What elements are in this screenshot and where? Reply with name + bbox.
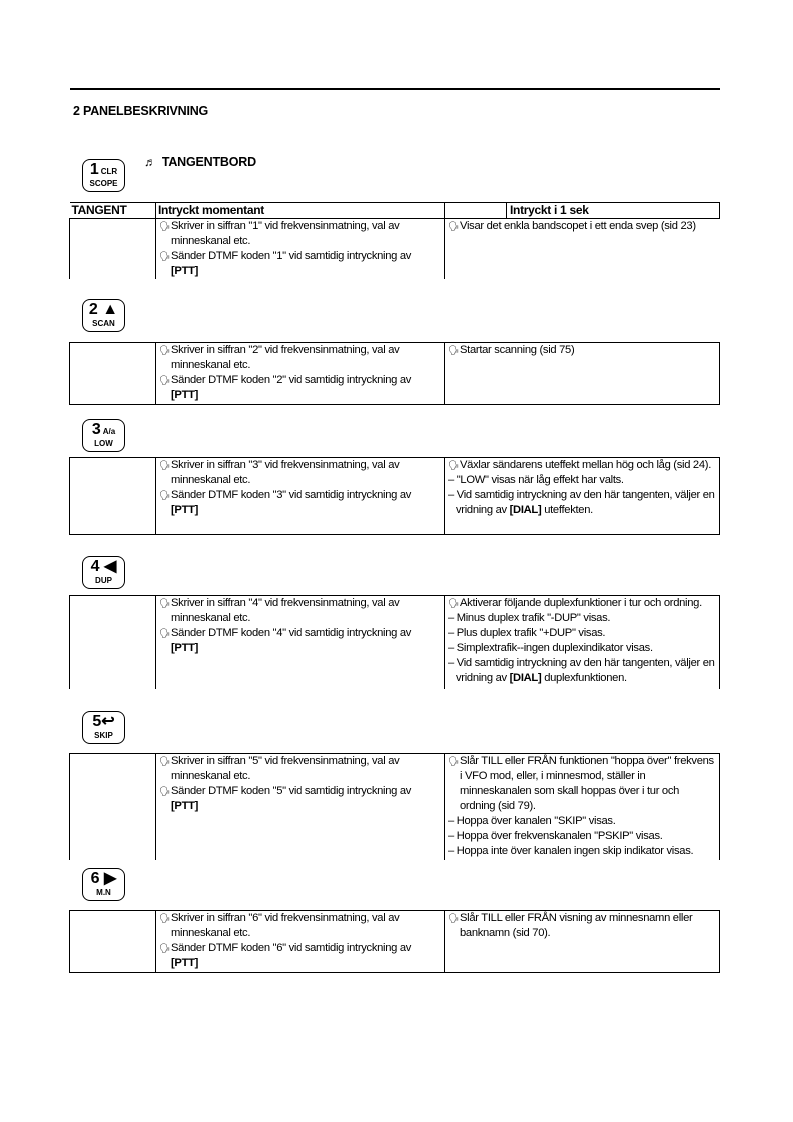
speaker-head-icon: 🗣	[448, 460, 460, 470]
key-2-scan: 2 ▲ SCAN	[82, 299, 125, 332]
speaker-head-icon: 🗣	[159, 913, 171, 923]
speaker-head-icon: 🗣	[448, 756, 460, 766]
key-4-dup: 4 ◀ DUP	[82, 556, 125, 589]
key-table-3	[69, 457, 720, 535]
key-table-1	[69, 202, 720, 279]
speaker-head-icon: 🗣	[159, 943, 171, 953]
speaker-head-icon: 🗣	[159, 460, 171, 470]
subsection-title: ♬ TANGENTBORD	[144, 155, 256, 169]
key-table-5	[69, 753, 720, 860]
speaker-head-icon: 🗣	[159, 598, 171, 608]
table-row: 🗣Skriver in siffran "5" vid frekvensinmatning, val av minneskanal etc. 🗣Sänder DTMF koden "5" vid samtidig intryckning av [PTT] 🗣Slår TILL eller FRÅN funktionen "hoppa över" frekvens i VFO mod, eller, i minnesmod, ställer in minneskanalen som skall hoppas över i tur och ordning (sid 79). – Hoppa över kanalen "SKIP" visas. – Hoppa över frekvenskanalen "PSKIP" visas. – Hoppa inte över kanalen ingen skip indikator visas.	[70, 754, 720, 861]
speaker-head-icon: 🗣	[159, 221, 171, 231]
table-row: 🗣Skriver in siffran "3" vid frekvensinmatning, val av minneskanal etc. 🗣Sänder DTMF koden "3" vid samtidig intryckning av [PTT] 🗣Växlar sändarens uteffekt mellan hög och låg (sid 24). – "LOW" visas när låg effekt har valts. – Vid samtidig intryckning av den här tangenten, väljer en vridning av [DIAL] uteffekten.	[70, 458, 720, 535]
key-6-mn: 6 ▶ M.N	[82, 868, 125, 901]
speaker-head-icon: 🗣	[448, 598, 460, 608]
header-rule	[70, 88, 720, 90]
col-header-tangent: TANGENT	[70, 203, 156, 219]
key-3-low: 3 $^{A/a}$ LOW	[82, 419, 125, 452]
speaker-head-icon: 🗣	[159, 756, 171, 766]
speaker-head-icon: 🗣	[159, 490, 171, 500]
table-row: 🗣Skriver in siffran "6" vid frekvensinmatning, val av minneskanal etc. 🗣Sänder DTMF koden "6" vid samtidig intryckning av [PTT] 🗣Slår TILL eller FRÅN visning av minnesnamn eller banknamn (sid 70).	[70, 911, 720, 973]
table-row: 🗣Skriver in siffran "1" vid frekvensinmatning, val av minneskanal etc. 🗣Sänder DTMF koden "1" vid samtidig intryckning av [PTT] 🗣Visar det enkla bandscopet i ett enda svep (sid 23)	[70, 219, 720, 280]
table-row: 🗣Skriver in siffran "4" vid frekvensinmatning, val av minneskanal etc. 🗣Sänder DTMF koden "4" vid samtidig intryckning av [PTT] 🗣Aktiverar följande duplexfunktioner i tur och ordning. – Minus duplex trafik "-DUP" visas. – Plus duplex trafik "+DUP" visas. – Simplextrafik--ingen duplexindikator visas. – Vid samtidig intryckning av den här tangenten, väljer en vridning av [DIAL] duplexfunktionen.	[70, 596, 720, 690]
key-table-4	[69, 595, 720, 689]
speaker-head-icon: 🗣	[448, 345, 460, 355]
key-table-2	[69, 342, 720, 405]
col-header-1sek: Intryckt i 1 sek	[445, 203, 720, 219]
table-row: 🗣Skriver in siffran "2" vid frekvensinmatning, val av minneskanal etc. 🗣Sänder DTMF koden "2" vid samtidig intryckning av [PTT] 🗣Startar scanning (sid 75)	[70, 343, 720, 405]
key-5-skip: 5↩ SKIP	[82, 711, 125, 744]
key-table-6	[69, 910, 720, 973]
speaker-head-icon: 🗣	[448, 913, 460, 923]
col-header-momentant: Intryckt momentant	[156, 203, 445, 219]
speaker-head-icon: 🗣	[159, 786, 171, 796]
speaker-head-icon: 🗣	[159, 628, 171, 638]
speaker-head-icon: 🗣	[159, 375, 171, 385]
speaker-head-icon: 🗣	[159, 251, 171, 261]
speaker-head-icon: 🗣	[159, 345, 171, 355]
key-1-scope: 1 $^{CLR}$ SCOPE	[82, 159, 125, 192]
section-title: 2 PANELBESKRIVNING	[73, 104, 209, 118]
speaker-head-icon: 🗣	[448, 221, 460, 231]
music-note-icon: ♬	[144, 155, 156, 169]
